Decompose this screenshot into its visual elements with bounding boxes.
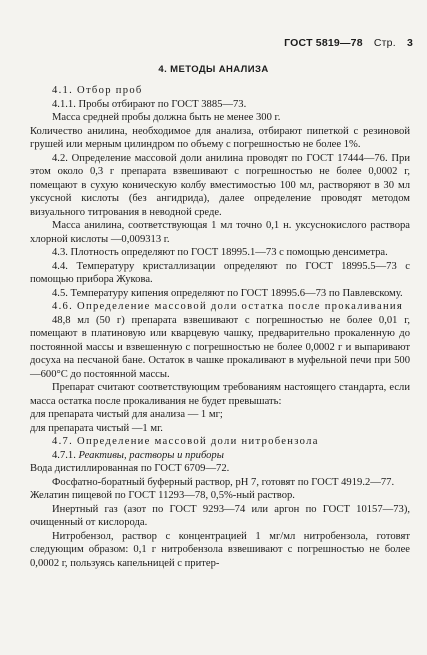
paragraph: для препарата чистый —1 мг. [30,422,163,434]
standard-number: ГОСТ 5819—78 [284,37,363,49]
page-number: 3 [406,37,413,49]
paragraph: Фосфатно-боратный буферный раствор, рН 7, готовят по ГОСТ 4919.2—77. [52,476,395,488]
paragraph: Вода дистиллированная по ГОСТ 6709—72. [30,463,230,474]
paragraph: 48,8 мл (50 г) препарата взвешивают с погрешностью не более 0,01 г, помещают в платиновую или кварцевую чашку, предварительно прокаленную до постоянной массы и взвешенную с погрешностью не более 0,0002 г и выпаривают досуха на песчаной бане. Остаток в чашке прокаливают в муфельной печи при 500—600°С до постоянной массы. [30,314,410,380]
paragraph: Желатин пищевой по ГОСТ 11293—78, 0,5%-ный раствор. [30,490,295,501]
paragraph: 4.3. Плотность определяют по ГОСТ 18995.1—73 с помощью денсиметра. [52,247,388,258]
paragraph: Препарат считают соответствующим требованиям настоящего стандарта, если масса остатка после прокаливания не будет превышать: [30,382,410,407]
paragraph: Количество анилина, необходимое для анализа, отбирают пипеткой с резиновой грушей или мерным цилиндром по объему с погрешностью не более 1%. [30,125,410,150]
subsection-heading: 4.7.1. Реактивы, растворы и приборы [52,449,224,461]
paragraph: 4.2. Определение массовой доли анилина проводят по ГОСТ 17444—76. При этом около 0,3 г препарата взвешивают с погрешностью не более 0,0002 г, помещают в сухую коническую колбу вместимостью 100 мл, растворяют в 30 мл уксусной кислоты (без ангидрида), далее определение проводят методом визуального титрования в неводной среде. [30,152,410,218]
paragraph: 4.5. Температуру кипения определяют по ГОСТ 18995.6—73 по Павлевскому. [52,287,403,299]
subsection-heading: 4.1. Отбор проб [52,85,143,96]
page-label: Стр. [373,37,396,49]
paragraph: Масса анилина, соответствующая 1 мл точно 0,1 н. уксуснокислого раствора хлорной кислоты —0,009313 г. [30,220,410,245]
paragraph: для препарата чистый для анализа — 1 мг; [30,409,223,420]
subsection-heading: 4.6. Определение массовой доли остатка после прокаливания [52,301,404,312]
document-body [30,84,410,570]
paragraph: Нитробензол, раствор с концентрацией 1 мг/мл нитробензола, готовят следующим образом: 0,1 г нитробензола взвешивают с погрешностью не более 0,0002 г, пользуясь капельницей с притер- [30,530,410,569]
section-title: 4. МЕТОДЫ АНАЛИЗА [158,64,269,75]
subsection-heading: 4.7. Определение массовой доли нитробензола [52,436,319,447]
paragraph: 4.1.1. Пробы отбирают по ГОСТ 3885—73. [52,98,247,110]
paragraph: Инертный газ (азот по ГОСТ 9293—74 или аргон по ГОСТ 10157—73), очищенный от кислорода. [30,503,410,528]
page-header [276,37,413,49]
paragraph: 4.4. Температуру кристаллизации определяют по ГОСТ 18995.5—73 с помощью прибора Жукова. [30,260,410,285]
paragraph: Масса средней пробы должна быть не менее 300 г. [52,112,281,123]
